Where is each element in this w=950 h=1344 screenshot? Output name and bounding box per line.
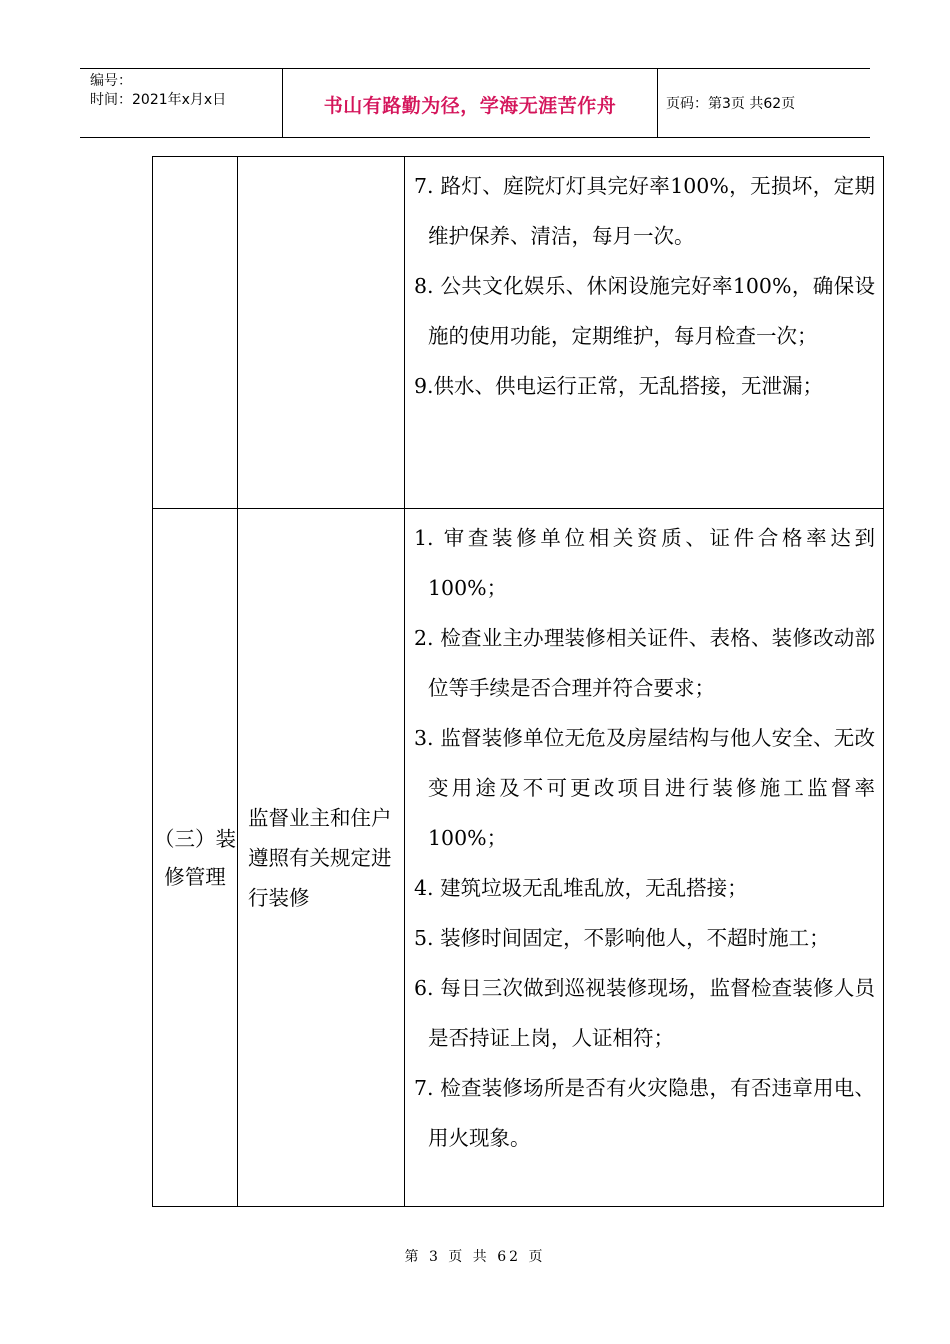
- header-page-info: 页码：第3页 共62页: [666, 96, 796, 112]
- page-footer: 第 3 页 共 62 页: [404, 1249, 546, 1265]
- header-motto-cell: [282, 69, 658, 137]
- scope-cell: 监督业主和住户遵照有关规定进行装修: [238, 509, 405, 1207]
- standard-item: 7. 检查装修场所是否有火灾隐患，有否违章用电、用火现象。: [414, 1076, 875, 1150]
- standards-cell: [405, 509, 884, 1207]
- header-motto: 书山有路勤为径，学海无涯苦作舟: [323, 95, 617, 117]
- standard-item: 1. 审查装修单位相关资质、证件合格率达到100%；: [414, 526, 875, 600]
- header-meta: [80, 69, 282, 137]
- table-row: [153, 509, 884, 1207]
- standard-item: 7. 路灯、庭院灯灯具完好率100%，无损坏，定期维护保养、清洁，每月一次。: [414, 174, 875, 248]
- standard-item: 9.供水、供电运行正常，无乱搭接，无泄漏；: [414, 374, 824, 398]
- standard-item: 5. 装修时间固定，不影响他人，不超时施工；: [414, 926, 830, 950]
- standard-item: 2. 检查业主办理装修相关证件、表格、装修改动部位等手续是否合理并符合要求；: [414, 626, 875, 700]
- standard-item: 3. 监督装修单位无危及房屋结构与他人安全、无改变用途及不可更改项目进行装修施工监督率100%；: [414, 726, 875, 850]
- document-date: 时间：2021年x月x日: [90, 92, 227, 108]
- standard-item: 8. 公共文化娱乐、休闲设施完好率100%，确保设施的使用功能，定期维护，每月检查一次；: [414, 274, 875, 348]
- document-number-label: 编号：: [90, 73, 132, 89]
- category-cell: [153, 157, 238, 509]
- standard-item: 6. 每日三次做到巡视装修现场，监督检查装修人员是否持证上岗，人证相符；: [414, 976, 875, 1050]
- scope-cell: [238, 157, 405, 509]
- category-cell: （三）装修管理: [153, 509, 238, 1207]
- standard-item: 4. 建筑垃圾无乱堆乱放，无乱搭接；: [414, 876, 748, 900]
- standards-cell: [405, 157, 884, 509]
- table-row: [153, 157, 884, 509]
- standards-table: [152, 156, 884, 1207]
- page-header: [80, 68, 870, 138]
